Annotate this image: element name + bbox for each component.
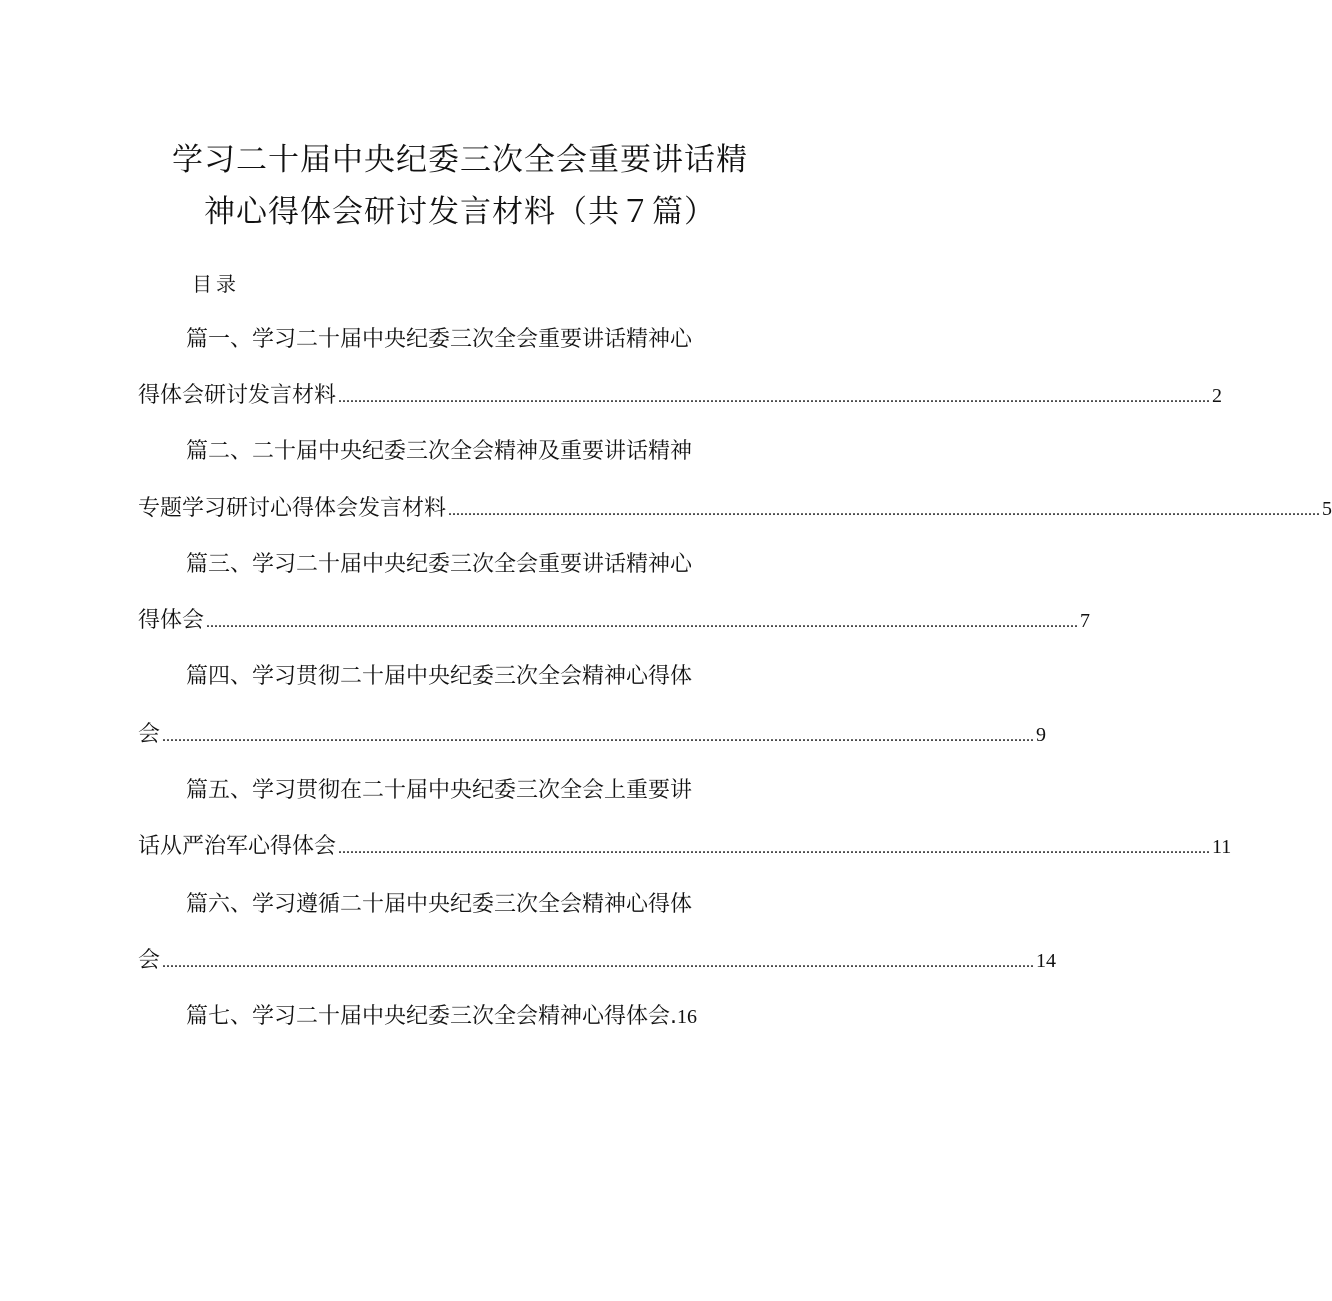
- document-title-line-1: 学习二十届中央纪委三次全会重要讲话精: [172, 142, 748, 178]
- toc-entry-3-line-1[interactable]: 篇三、学习二十届中央纪委三次全会重要讲话精神心: [186, 552, 693, 577]
- document-title-line-2: 神心得体会研讨发言材料（共７篇）: [204, 194, 716, 230]
- toc-entry-7-text: 篇七、学习二十届中央纪委三次全会精神心得体会.: [186, 1004, 677, 1029]
- toc-entry-1-line-2[interactable]: [138, 381, 1223, 413]
- toc-entry-4-text: 会: [138, 722, 161, 747]
- toc-entry-1-line-1[interactable]: 篇一、学习二十届中央纪委三次全会重要讲话精神心: [186, 327, 693, 352]
- toc-entry-7-page: 16: [677, 1006, 697, 1028]
- toc-entry-5-page: 11: [1212, 836, 1232, 858]
- toc-heading: 目录: [192, 272, 240, 296]
- toc-leader-dots: ..........................................................................................................................................................................................................................: [162, 728, 1035, 745]
- toc-entry-5-line-2[interactable]: [138, 832, 1232, 864]
- toc-entry-1-text: 得体会研讨发言材料: [138, 383, 337, 408]
- toc-leader-dots: ..........................................................................................................................................................................................................................: [206, 614, 1079, 631]
- toc-entry-4-line-1[interactable]: 篇四、学习贯彻二十届中央纪委三次全会精神心得体: [186, 664, 693, 689]
- toc-entry-5-line-1[interactable]: 篇五、学习贯彻在二十届中央纪委三次全会上重要讲: [186, 778, 693, 803]
- toc-leader-dots: ..........................................................................................................................................................................................................................: [338, 840, 1211, 857]
- toc-leader-dots: ..........................................................................................................................................................................................................................: [448, 502, 1321, 519]
- toc-entry-4-page: 9: [1036, 724, 1047, 746]
- toc-leader-dots: ..........................................................................................................................................................................................................................: [162, 954, 1035, 971]
- toc-leader-dots: ..........................................................................................................................................................................................................................: [338, 389, 1211, 406]
- toc-entry-6-text: 会: [138, 948, 161, 973]
- toc-entry-2-line-2[interactable]: [138, 494, 1332, 526]
- toc-entry-3-page: 7: [1080, 610, 1091, 632]
- toc-entry-1-page: 2: [1212, 385, 1223, 407]
- toc-entry-6-page: 14: [1036, 950, 1057, 972]
- toc-entry-7[interactable]: [186, 1002, 697, 1032]
- toc-entry-3-text: 得体会: [138, 608, 205, 633]
- toc-entry-2-line-1[interactable]: 篇二、二十届中央纪委三次全会精神及重要讲话精神: [186, 439, 693, 464]
- toc-entry-3-line-2[interactable]: [138, 606, 1091, 638]
- toc-entry-2-page: 5: [1322, 498, 1332, 520]
- toc-entry-6-line-1[interactable]: 篇六、学习遵循二十届中央纪委三次全会精神心得体: [186, 892, 693, 917]
- toc-entry-6-line-2[interactable]: [138, 946, 1057, 978]
- toc-entry-4-line-2[interactable]: [138, 720, 1047, 752]
- toc-entry-2-text: 专题学习研讨心得体会发言材料: [138, 496, 447, 521]
- toc-entry-5-text: 话从严治军心得体会: [138, 834, 337, 859]
